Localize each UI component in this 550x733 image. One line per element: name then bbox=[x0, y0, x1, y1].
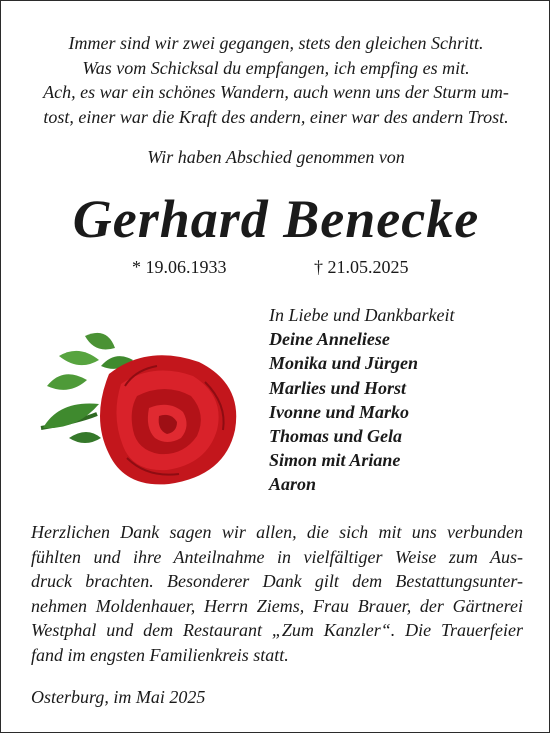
thanks-line: Westphal und dem Restaurant „Zum Kanzler“. Die Trauerfeier bbox=[31, 620, 523, 640]
family-list bbox=[269, 303, 454, 497]
family-member: Aaron bbox=[269, 474, 317, 495]
poem-line: Immer sind wir zwei gegangen, stets den gleichen Schritt. bbox=[68, 33, 484, 53]
family-member: Simon mit Ariane bbox=[269, 450, 401, 471]
thanks-line: druck brachten. Besonderer Dank gilt dem Bestattungsunter- bbox=[31, 571, 523, 591]
poem-line: Ach, es war ein schönes Wandern, auch wenn uns der Sturm um- bbox=[43, 82, 509, 102]
family-member: Deine Anneliese bbox=[269, 329, 390, 350]
deceased-name: Gerhard Benecke bbox=[72, 189, 480, 249]
family-member: Marlies und Horst bbox=[269, 377, 407, 398]
farewell-intro: Wir haben Abschied genommen von bbox=[147, 147, 405, 167]
death-date: † 21.05.2025 bbox=[314, 257, 409, 277]
thanks-line: Herzlichen Dank sagen wir allen, die sich mit uns verbunden bbox=[31, 522, 523, 542]
rose-image bbox=[29, 326, 247, 491]
birth-date: * 19.06.1933 bbox=[132, 257, 227, 277]
thanks-line: fühlten und ihre Anteilnahme in vielfältiger Weise zum Aus- bbox=[31, 546, 523, 567]
family-lead: In Liebe und Dankbarkeit bbox=[269, 305, 455, 325]
poem-line: Was vom Schicksal du empfangen, ich empfing es mit. bbox=[82, 57, 470, 78]
place-and-date: Osterburg, im Mai 2025 bbox=[31, 687, 206, 707]
thanks-line: nehmen Moldenhauer, Herrn Ziems, Frau Brauer, der Gärtnerei bbox=[31, 595, 523, 616]
thanks-line: fand im engsten Familienkreis statt. bbox=[31, 644, 289, 665]
poem-line: tost, einer war die Kraft des andern, einer war des andern Trost. bbox=[43, 106, 509, 127]
family-member: Ivonne und Marko bbox=[269, 401, 410, 422]
family-member: Monika und Jürgen bbox=[269, 353, 419, 374]
poem bbox=[21, 31, 531, 129]
family-member: Thomas und Gela bbox=[269, 426, 403, 447]
thanks-paragraph bbox=[31, 520, 523, 667]
